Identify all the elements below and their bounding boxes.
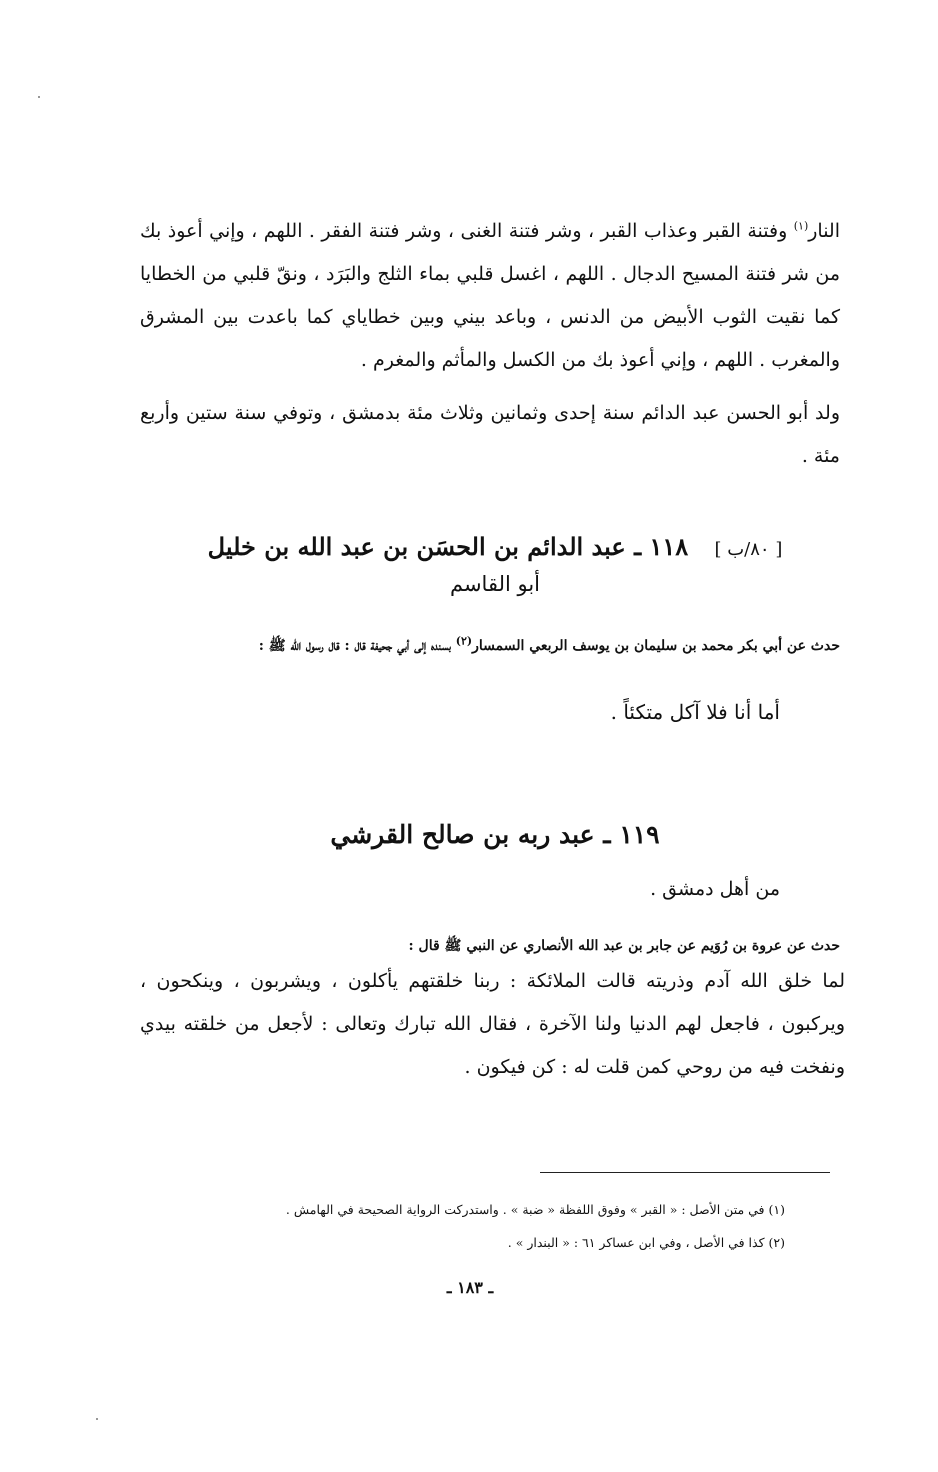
footnote-2: (٢) كذا في الأصل ، وفي ابن عساكر ٦١ : « البندار » . — [507, 1235, 785, 1250]
entry-119-isnad: حدث عن عروة بن رُوَيم عن جابر بن عبد الله الأنصاري عن النبي ﷺ قال : — [408, 938, 840, 954]
page-number: ـ ١٨٣ ـ — [446, 1278, 494, 1297]
footnote-marker-2: (٢) — [455, 634, 473, 648]
footnote-marker-1: (١) — [793, 219, 809, 233]
text-segment: النار — [808, 220, 840, 242]
scan-speck — [38, 96, 40, 98]
entry-119-hadith: لما خلق الله آدم وذريته قالت الملائكة : ربنا خلقتهم يأكلون ، ويشربون ، وينكحون ، ويركبون ، فاجعل لهم الدنيا ولنا الآخرة ، فقال الله تبارك وتعالى : لأجعل من خلقته بيدي ونفخت فيه من روحي كمن قلت له : كن فيكون . — [140, 970, 845, 1078]
paragraph-birth-death: ولد أبو الحسن عبد الدائم سنة إحدى وثمانين وثلاث مئة بدمشق ، وتوفي سنة ستين وأربع مئة . — [140, 402, 840, 467]
text-segment: وفتنة القبر وعذاب القبر ، وشر فتنة الغنى ، وشر فتنة الفقر . اللهم ، وإني أعوذ بك من شر فتنة المسيح الدجال . اللهم ، اغسل قلبي بماء الثلج والبَرَد ، ونقّ قلبي من الخطايا كما نقيت الثوب الأبيض من الدنس ، وباعد بيني وبين خطاياي كما باعدت بين المشرق والمغرب . اللهم ، وإني أعوذ بك من الكسل والمأثم والمغرم . — [140, 220, 840, 371]
entry-118-title: ١١٨ ـ عبد الدائم بن الحسَن بن عبد الله بن خليل — [207, 532, 689, 561]
scan-speck — [96, 1418, 98, 1420]
entry-119-heading — [150, 820, 840, 849]
entry-118-kunya: أبو القاسم — [449, 572, 541, 596]
entry-118-heading — [150, 532, 840, 561]
paragraph-hadith-continuation — [140, 210, 840, 382]
footnote-1: (١) في متن الأصل : « القبر » وفوق اللفظة « ضبة » . واستدركت الرواية الصحيحة في الهامش . — [285, 1202, 785, 1217]
entry-119-title: ١١٩ ـ عبد ربه بن صالح القرشي — [330, 820, 660, 849]
footnote-separator — [540, 1172, 830, 1173]
entry-119-origin: من أهل دمشق . — [650, 878, 780, 900]
manuscript-folio-reference: [ ٨٠/ب ] — [714, 539, 783, 560]
entry-118-isnad: حدث عن أبي بكر محمد بن سليمان بن يوسف الربعي السمسار$^{(٢)}$ بسنده إلى أبي جحيفة قال : قال رسول الله ﷺ : — [258, 634, 840, 654]
entry-118-hadith: أما أنا فلا آكل متكئاً . — [610, 700, 780, 724]
